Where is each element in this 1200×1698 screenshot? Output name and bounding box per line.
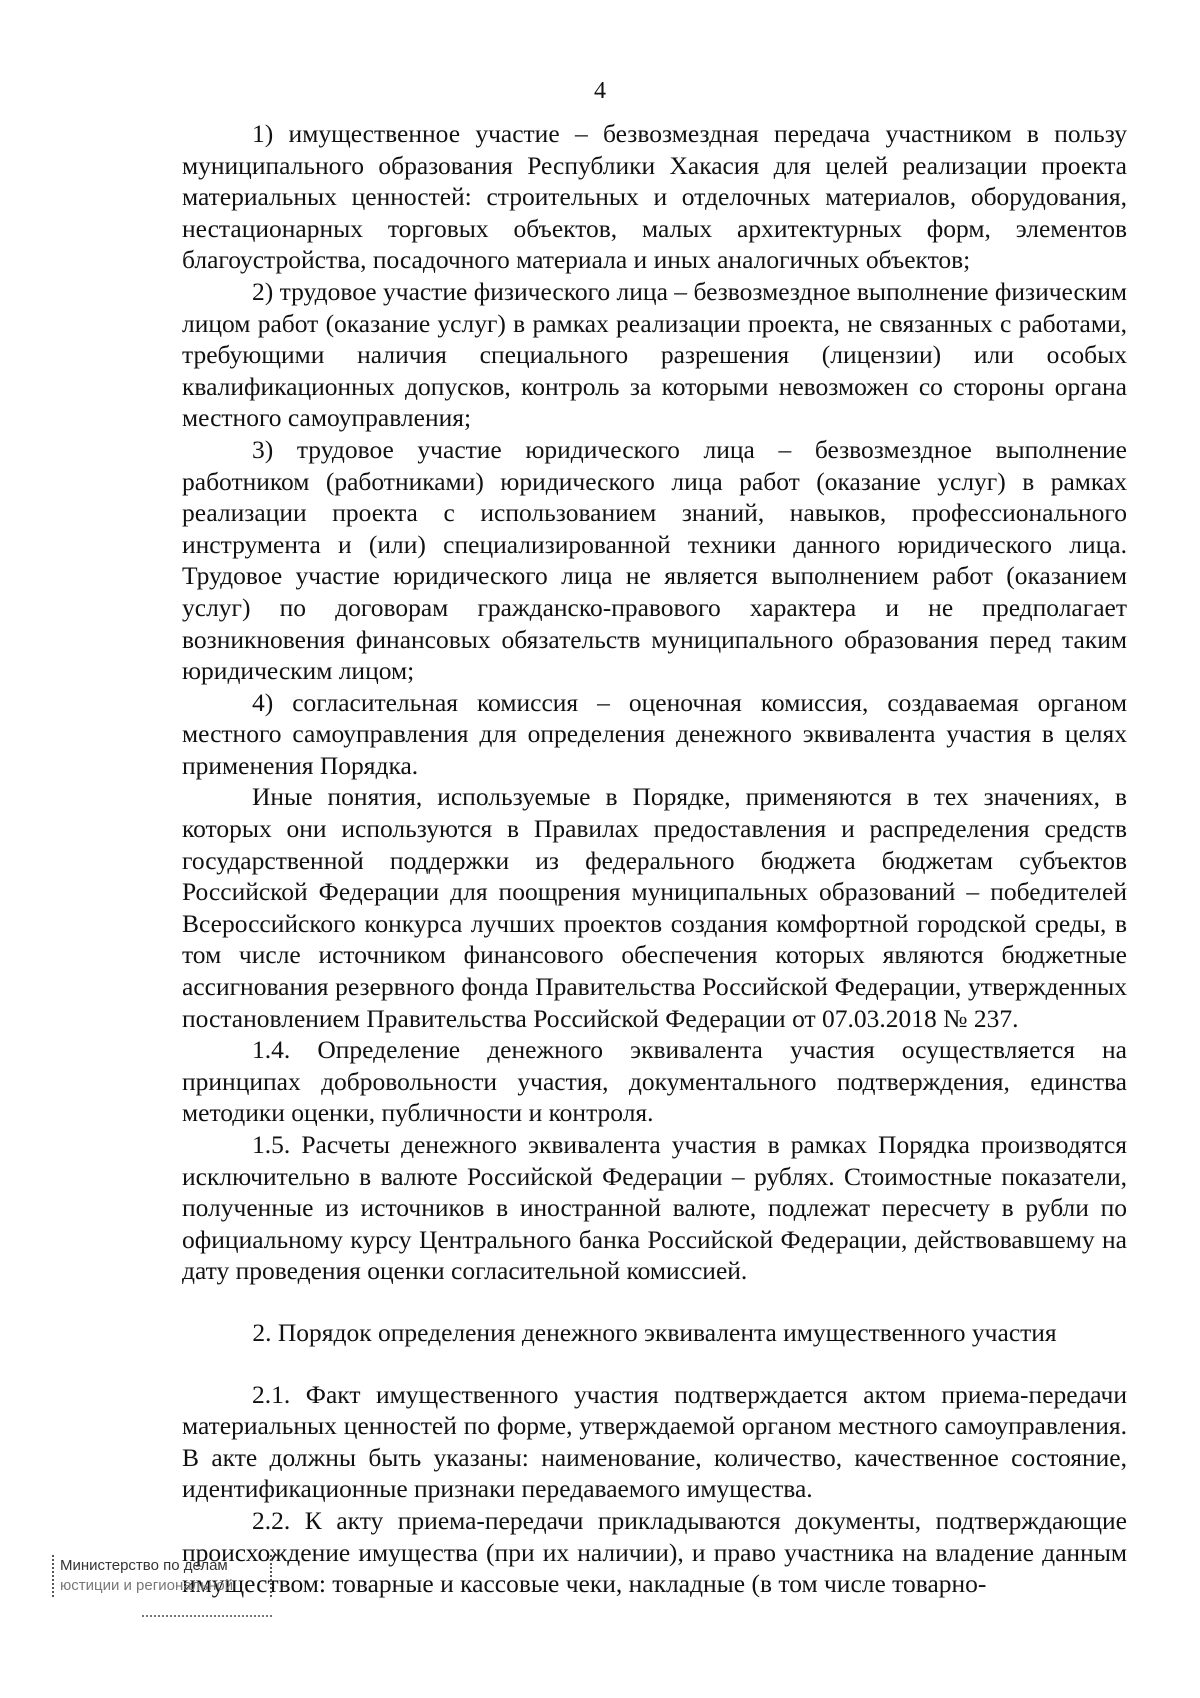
section-2-heading: 2. Порядок определения денежного эквивалента имущественного участия — [252, 1317, 1057, 1347]
paragraph-2-2: 2.2. К акту приема-передачи прикладываются документы, подтверждающие происхождение имущества (при их наличии), и право участника на владение данным имуществом: товарные и кассовые чеки, накладные (в том числе товарно- — [182, 1505, 1127, 1599]
paragraph-property-participation: 1) имущественное участие – безвозмездная передача участником в пользу муниципального образования Республики Хакасия для целей реализации проекта материальных ценностей: строительных и отделочных материалов, оборудования, нестационарных торговых объектов, малых архитектурных форм, элементов благоустройства, посадочного материала и иных аналогичных объектов; — [182, 119, 1127, 275]
stamp-box — [52, 1555, 272, 1597]
page-number: 4 — [594, 78, 606, 104]
stamp-line-1: Министерство по делам — [60, 1557, 228, 1574]
paragraph-labor-participation-legal-entity: 3) трудовое участие юридического лица – безвозмездное выполнение работником (работниками) юридического лица работ (оказание услуг) в рамках реализации проекта с использованием знаний, навыков, профессионального инструмента и (или) специализированной техники данного юридического лица. Трудовое участие юридического лица не является выполнением работ (оказанием услуг) по договорам гражданско-правового характера и не предполагает возникновения финансовых обязательств муниципального образования перед таким юридическим лицом; — [182, 434, 1127, 686]
stamp-line-2: юстиции и региональной — [60, 1577, 234, 1594]
paragraph-1-5: 1.5. Расчеты денежного эквивалента участия в рамках Порядка производятся исключительно в валюте Российской Федерации – рублях. Стоимостные показатели, полученные из источников в иностранной валюте, подлежат пересчету в рубли по официальному курсу Центрального банка Российской Федерации, действовавшему на дату проведения оценки согласительной комиссией. — [182, 1130, 1127, 1286]
paragraph-2-1: 2.1. Факт имущественного участия подтверждается актом приема-передачи материальных ценностей по форме, утверждаемой органом местного самоуправления. В акте должны быть указаны: наименование, количество, качественное состояние, идентификационные признаки передаваемого имущества. — [182, 1379, 1127, 1504]
paragraph-1-4: 1.4. Определение денежного эквивалента участия осуществляется на принципах добровольности участия, документального подтверждения, единства методики оценки, публичности и контроля. — [182, 1035, 1127, 1128]
paragraph-labor-participation-individual: 2) трудовое участие физического лица – безвозмездное выполнение физическим лицом работ (оказание услуг) в рамках реализации проекта, не связанных с работами, требующими наличия специального разрешения (лицензии) или особых квалификационных допусков, контроль за которыми невозможен со стороны органа местного самоуправления; — [182, 276, 1127, 433]
paragraph-conciliation-commission: 4) согласительная комиссия – оценочная комиссия, создаваемая органом местного самоуправления для определения денежного эквивалента участия в целях применения Порядка. — [182, 687, 1127, 780]
document-body — [182, 118, 1127, 1600]
paragraph-other-concepts: Иные понятия, используемые в Порядке, применяются в тех значениях, в которых они используются в Правилах предоставления и распределения средств государственной поддержки из федерального бюджета бюджетам субъектов Российской Федерации для поощрения муниципальных образований – победителей Всероссийского конкурса лучших проектов создания комфортной городской среды, в том числе источником финансового обеспечения которых являются бюджетные ассигнования резервного фонда Правительства Российской Федерации, утвержденных постановлением Правительства Российской Федерации от 07.03.2018 № 237. — [182, 782, 1127, 1033]
stamp-bottom-border — [142, 1615, 272, 1617]
ministry-stamp — [52, 1555, 272, 1617]
